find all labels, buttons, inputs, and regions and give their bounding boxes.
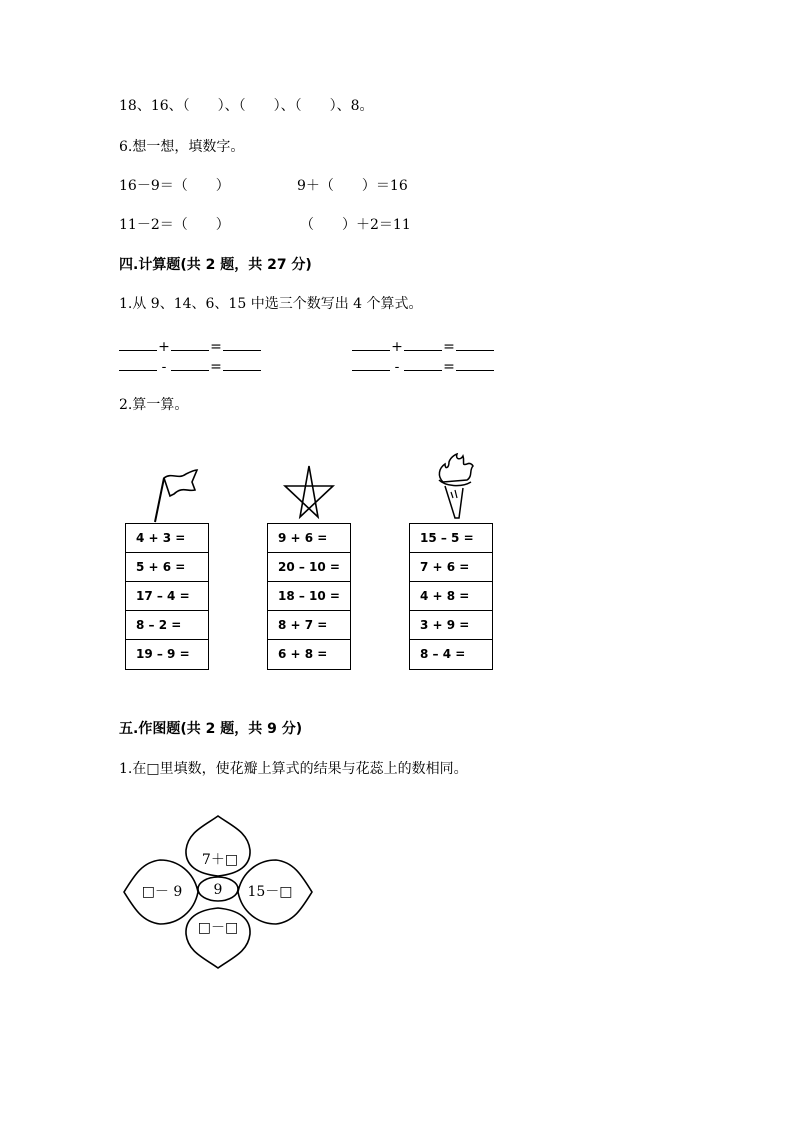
calc-row: 3 + 9 = bbox=[410, 611, 492, 640]
calc-row: 19 – 9 = bbox=[136, 647, 190, 661]
calc-row: 9 + 6 = bbox=[268, 524, 350, 553]
flower-bottom-expression: □－□ bbox=[197, 920, 239, 936]
flower-top-expression: 7＋□ bbox=[201, 852, 239, 868]
equation-blank-2 bbox=[352, 336, 494, 356]
question-6-title: 6.想一想，填数字。 bbox=[119, 139, 245, 155]
q6-row1-right: 9＋（ ）＝16 bbox=[297, 178, 408, 194]
q6-row1-left: 16－9＝（ ） bbox=[119, 178, 230, 194]
equation-blank-3 bbox=[119, 356, 261, 376]
flower-petal-bottom bbox=[186, 908, 250, 968]
flower-left-expression: □－ 9 bbox=[141, 884, 183, 900]
section-5-q1-title: 1.在□里填数，使花瓣上算式的结果与花蕊上的数相同。 bbox=[119, 761, 468, 777]
section-4-q2-title: 2.算一算。 bbox=[119, 397, 189, 413]
calc-row: 20 – 10 = bbox=[268, 553, 350, 582]
plus-sign: + bbox=[391, 339, 403, 355]
calc-table-torch bbox=[409, 523, 493, 670]
flag-icon bbox=[150, 464, 206, 524]
calc-row: 8 – 2 = bbox=[126, 611, 208, 640]
star-icon bbox=[281, 462, 337, 522]
calc-row: 8 + 7 = bbox=[268, 611, 350, 640]
minus-sign: - bbox=[394, 359, 400, 375]
calc-row: 8 – 4 = bbox=[420, 647, 466, 661]
section-5-heading: 五.作图题(共 2 题，共 9 分) bbox=[119, 721, 303, 737]
equals-sign: = bbox=[210, 359, 222, 375]
torch-icon bbox=[431, 452, 481, 524]
section-4-q1-title: 1.从 9、14、6、15 中选三个数写出 4 个算式。 bbox=[119, 296, 423, 312]
equation-blank-4 bbox=[352, 356, 494, 376]
q6-row2-right: （ ）＋2＝11 bbox=[300, 217, 411, 233]
section-4-heading: 四.计算题(共 2 题，共 27 分) bbox=[119, 257, 312, 273]
equals-sign: = bbox=[443, 339, 455, 355]
calc-row: 6 + 8 = bbox=[278, 647, 328, 661]
plus-sign: + bbox=[158, 339, 170, 355]
flower-right-expression: 15－□ bbox=[247, 884, 293, 900]
flower-center-number: 9 bbox=[213, 882, 223, 898]
calc-row: 15 – 5 = bbox=[410, 524, 492, 553]
calc-row: 18 – 10 = bbox=[268, 582, 350, 611]
calc-row: 17 – 4 = bbox=[126, 582, 208, 611]
calc-row: 7 + 6 = bbox=[410, 553, 492, 582]
calc-row: 4 + 8 = bbox=[410, 582, 492, 611]
calc-table-flag bbox=[125, 523, 209, 670]
equation-blank-1 bbox=[119, 336, 261, 356]
calc-row: 4 + 3 = bbox=[126, 524, 208, 553]
equals-sign: = bbox=[210, 339, 222, 355]
flower-diagram bbox=[120, 812, 316, 972]
calc-row: 5 + 6 = bbox=[126, 553, 208, 582]
calc-table-star bbox=[267, 523, 351, 670]
equals-sign: = bbox=[443, 359, 455, 375]
minus-sign: - bbox=[161, 359, 167, 375]
q6-row2-left: 11－2＝（ ） bbox=[119, 217, 230, 233]
sequence-question: 18、16、（ ）、（ ）、（ ）、8。 bbox=[119, 98, 374, 114]
